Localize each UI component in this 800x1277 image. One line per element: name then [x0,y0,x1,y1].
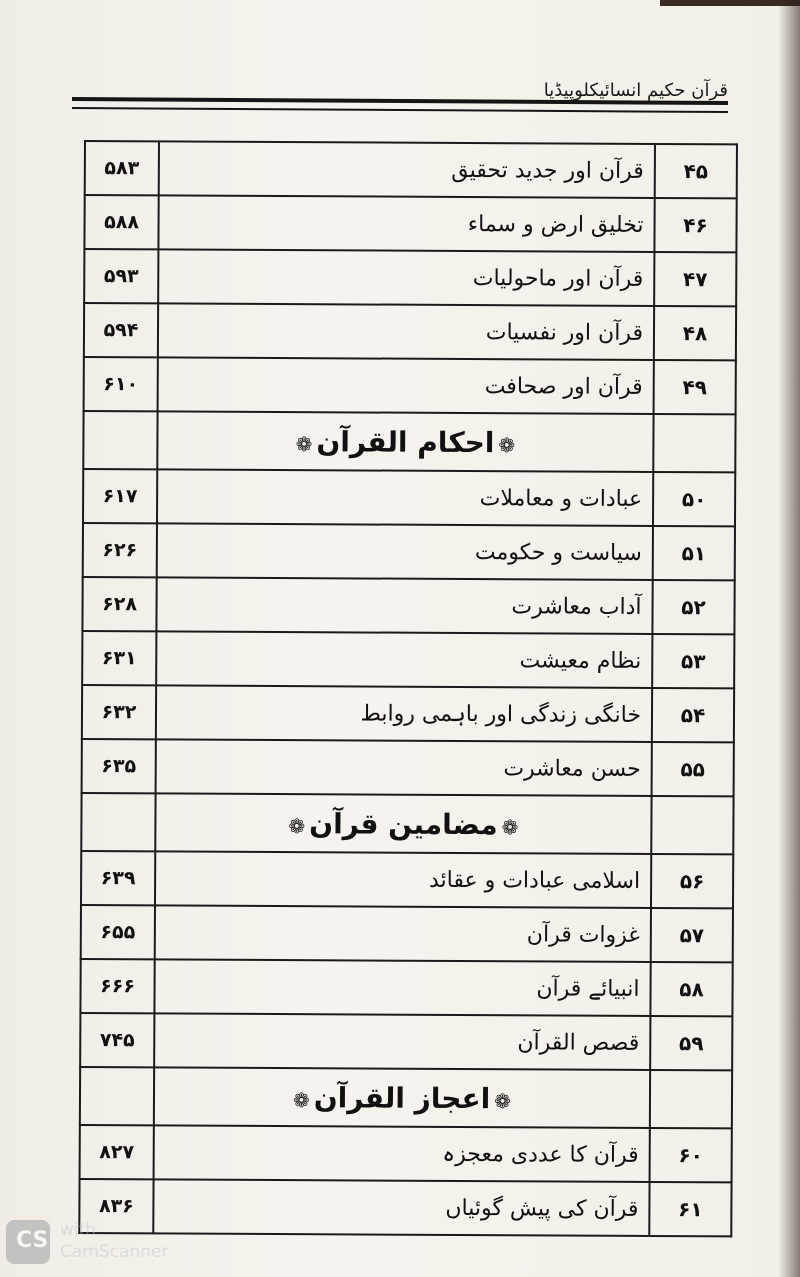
chapter-title: انبیائے قرآن [154,959,650,1016]
section-heading-row [81,793,733,854]
chapter-title: قرآن اور نفسیات [158,303,654,360]
toc-row [84,303,736,360]
page-shadow [778,0,800,1277]
chapter-title: قرآن کی پیش گوئیاں [153,1179,649,1236]
page-number: ۶۱۷ [83,469,157,523]
chapter-title: عبادات و معاملات [157,469,653,526]
toc-row [82,631,734,688]
chapter-title: قرآن اور جدید تحقیق [159,141,655,198]
chapter-title: اسلامی عبادات و عقائد [155,851,651,908]
chapter-number: ۵۶ [651,854,733,908]
toc-row [84,357,736,414]
section-title-text: اعجاز القرآن [313,1080,491,1115]
chapter-number: ۵۰ [653,472,735,526]
ornament-icon: ❁ [494,1088,512,1113]
chapter-title: قرآن کا عددی معجزہ [154,1125,650,1182]
chapter-title: آداب معاشرت [156,577,652,634]
page-number: ۶۱۰ [84,357,158,411]
chapter-title: قصص القرآن [154,1013,650,1070]
section-heading-row [83,411,735,472]
section-heading [155,793,651,854]
empty-cell [653,414,735,472]
page-number: ۵۸۸ [84,195,158,249]
page-number: ۷۴۵ [80,1013,154,1067]
chapter-number: ۴۶ [654,198,736,252]
ornament-icon: ❁ [498,432,516,457]
chapter-number: ۴۷ [654,252,736,306]
chapter-number: ۴۹ [654,360,736,414]
empty-cell [83,411,157,469]
chapter-number: ۴۵ [655,144,737,198]
page-number: ۵۹۴ [84,303,158,357]
chapter-title: خانگی زندگی اور باہمی روابط [156,685,652,742]
page-number: ۶۳۵ [82,739,156,793]
page-number: ۶۳۲ [82,685,156,739]
page-number: ۶۵۵ [81,905,155,959]
watermark-line-1: with [60,1220,97,1240]
ornament-icon: ❁ [288,813,306,838]
toc-row [80,959,732,1016]
camscanner-logo-icon: CS [6,1220,50,1264]
empty-cell [651,796,733,854]
chapter-title: تخلیق ارض و سماء [158,195,654,252]
chapter-title: قرآن اور ماحولیات [158,249,654,306]
chapter-title: نظام معیشت [156,631,652,688]
ornament-icon: ❁ [292,1087,310,1112]
page-number: ۸۳۶ [79,1179,153,1233]
chapter-number: ۵۲ [652,580,734,634]
toc-row [84,249,736,306]
page-number: ۶۲۶ [83,523,157,577]
chapter-number: ۶۱ [649,1182,731,1236]
toc-row [82,685,734,742]
section-title-text: احکام القرآن [316,424,495,459]
page-number: ۸۲۷ [80,1125,154,1179]
page-number: ۶۳۱ [82,631,156,685]
toc-row [81,851,733,908]
chapter-number: ۵۵ [652,742,734,796]
empty-cell [650,1070,732,1128]
contents-table [78,140,738,1237]
page-number: ۵۸۳ [85,141,159,195]
page-number: ۶۲۸ [82,577,156,631]
toc-row [83,469,735,526]
toc-row [85,141,737,198]
ornament-icon: ❁ [295,431,313,456]
toc-row [82,739,734,796]
section-heading-row [80,1067,732,1128]
chapter-number: ۶۰ [650,1128,732,1182]
section-heading [154,1067,650,1128]
chapter-title: حسن معاشرت [156,739,652,796]
chapter-number: ۵۳ [652,634,734,688]
chapter-number: ۵۷ [651,908,733,962]
chapter-number: ۵۹ [650,1016,732,1070]
chapter-number: ۵۸ [650,962,732,1016]
running-header: قرآن حکیم انسائیکلوپیڈیا [543,80,728,101]
toc-row [83,523,735,580]
section-title-text: مضامین قرآن [309,806,498,841]
chapter-title: غزوات قرآن [155,905,651,962]
watermark-line-2: CamScanner [60,1242,169,1262]
scanner-watermark [6,1218,206,1268]
chapter-title: قرآن اور صحافت [158,357,654,414]
chapter-number: ۵۴ [652,688,734,742]
page-number: ۶۳۹ [81,851,155,905]
empty-cell [80,1067,154,1125]
toc-row [80,1013,732,1070]
toc-row [81,905,733,962]
toc-row [84,195,736,252]
ornament-icon: ❁ [501,814,519,839]
chapter-number: ۴۸ [654,306,736,360]
page-number: ۶۶۶ [80,959,154,1013]
header-rule-thin [72,107,728,113]
chapter-number: ۵۱ [653,526,735,580]
toc-row [80,1125,732,1182]
toc-row [82,577,734,634]
chapter-title: سیاست و حکومت [157,523,653,580]
empty-cell [81,793,155,851]
section-heading [157,411,653,472]
page-number: ۵۹۳ [84,249,158,303]
